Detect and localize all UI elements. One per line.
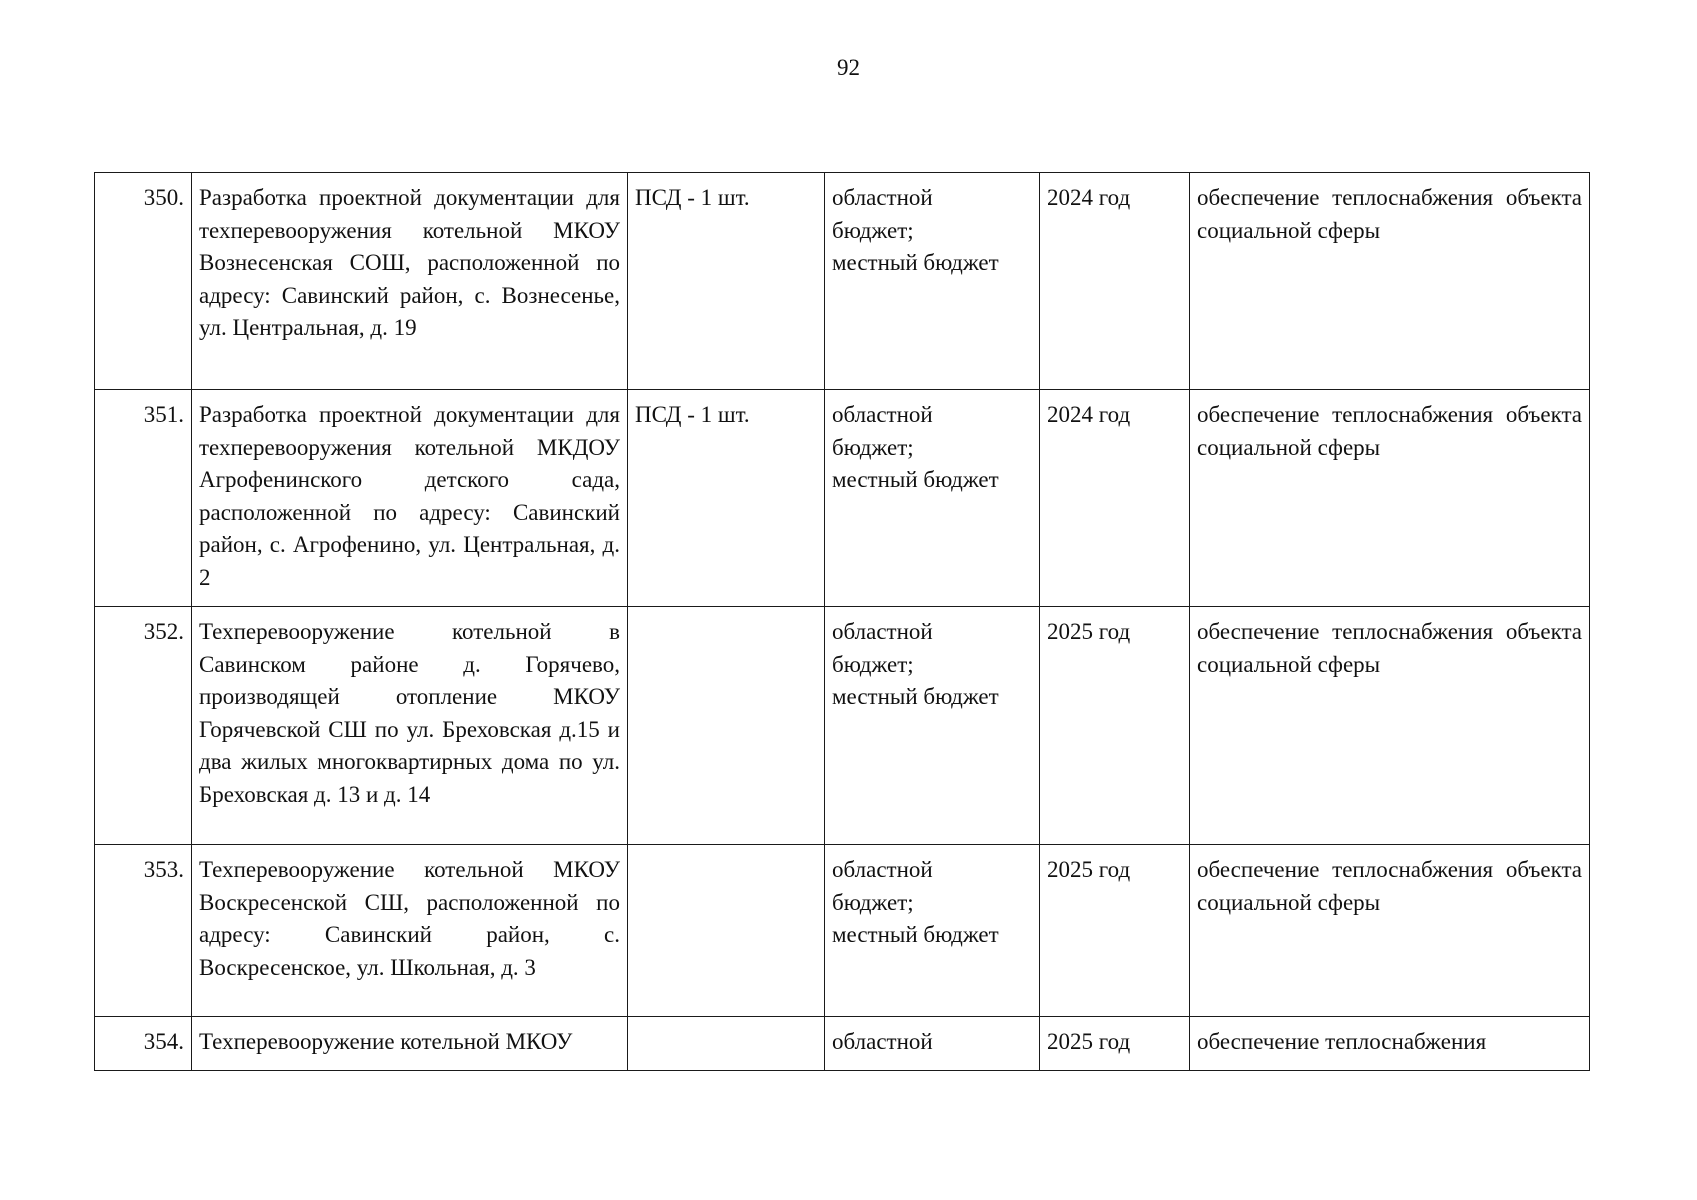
measure-quantity bbox=[628, 607, 825, 845]
table-row bbox=[95, 390, 1590, 607]
measure-quantity bbox=[628, 845, 825, 1017]
row-number: 350. bbox=[95, 173, 192, 390]
funding-source-line: бюджет; bbox=[832, 889, 914, 915]
row-number: 353. bbox=[95, 845, 192, 1017]
implementation-year: 2025 год bbox=[1040, 607, 1190, 845]
implementation-year: 2024 год bbox=[1040, 390, 1190, 607]
funding-source-line: областной bbox=[832, 1029, 933, 1054]
row-number: 354. bbox=[95, 1017, 192, 1071]
measure-name: Техперевооружение котельной МКОУ bbox=[192, 1017, 628, 1071]
table-row bbox=[95, 607, 1590, 845]
funding-source-line: местный бюджет bbox=[832, 467, 999, 492]
funding-source bbox=[825, 607, 1040, 845]
funding-source bbox=[825, 173, 1040, 390]
expected-result: обеспечение теплоснабжения bbox=[1190, 1017, 1590, 1071]
measure-name: Разработка проектной документации для техперевооружения котельной МКДОУ Агрофенинского детского сада, расположенной по адресу: Савинский район, с. Агрофенино, ул. Центральная, д. 2 bbox=[192, 390, 628, 607]
implementation-year: 2025 год bbox=[1040, 1017, 1190, 1071]
table-row bbox=[95, 845, 1590, 1017]
expected-result: обеспечение теплоснабжения объекта социальной сферы bbox=[1190, 845, 1590, 1017]
funding-source-line: областной bbox=[832, 619, 933, 644]
expected-result: обеспечение теплоснабжения объекта социальной сферы bbox=[1190, 173, 1590, 390]
funding-source-line: областной bbox=[832, 402, 933, 427]
measure-name: Техперевооружение котельной МКОУ Воскресенской СШ, расположенной по адресу: Савинский район, с. Воскресенское, ул. Школьная, д. 3 bbox=[192, 845, 628, 1017]
table-row bbox=[95, 173, 1590, 390]
funding-source-line: бюджет; bbox=[832, 217, 914, 243]
measure-quantity bbox=[628, 1017, 825, 1071]
table-row bbox=[95, 1017, 1590, 1071]
funding-source-line: областной bbox=[832, 857, 933, 882]
measure-quantity: ПСД - 1 шт. bbox=[628, 390, 825, 607]
row-number: 352. bbox=[95, 607, 192, 845]
implementation-year: 2025 год bbox=[1040, 845, 1190, 1017]
funding-source bbox=[825, 1017, 1040, 1071]
funding-source bbox=[825, 845, 1040, 1017]
row-number: 351. bbox=[95, 390, 192, 607]
funding-source-line: областной bbox=[832, 185, 933, 210]
expected-result: обеспечение теплоснабжения объекта социальной сферы bbox=[1190, 390, 1590, 607]
funding-source-line: местный бюджет bbox=[832, 922, 999, 947]
measures-table bbox=[94, 172, 1590, 1071]
measure-name: Разработка проектной документации для техперевооружения котельной МКОУ Вознесенская СОШ, расположенной по адресу: Савинский район, с. Вознесенье, ул. Центральная, д. 19 bbox=[192, 173, 628, 390]
implementation-year: 2024 год bbox=[1040, 173, 1190, 390]
funding-source-line: бюджет; bbox=[832, 651, 914, 677]
measure-quantity: ПСД - 1 шт. bbox=[628, 173, 825, 390]
funding-source-line: местный бюджет bbox=[832, 684, 999, 709]
funding-source bbox=[825, 390, 1040, 607]
funding-source-line: бюджет; bbox=[832, 434, 914, 460]
funding-source-line: местный бюджет bbox=[832, 250, 999, 275]
expected-result: обеспечение теплоснабжения объекта социальной сферы bbox=[1190, 607, 1590, 845]
measure-name: Техперевооружение котельной в Савинском районе д. Горячево, производящей отопление МКОУ Горячевской СШ по ул. Бреховская д.15 и два жилых многоквартирных дома по ул. Бреховская д. 13 и д. 14 bbox=[192, 607, 628, 845]
page-number: 92 bbox=[837, 55, 860, 80]
